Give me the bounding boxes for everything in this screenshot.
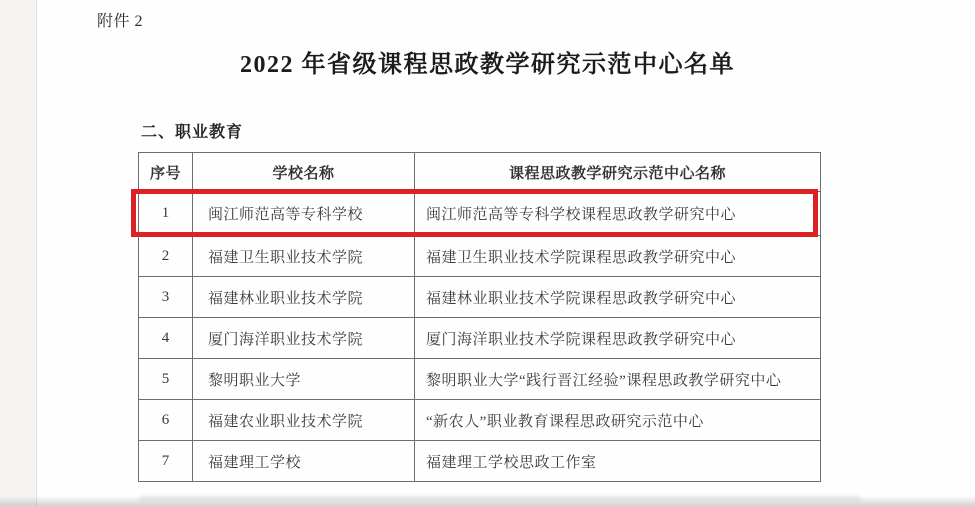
row-number: 5: [139, 359, 193, 400]
school-name: 福建农业职业技术学院: [193, 400, 415, 441]
row-number: 6: [139, 400, 193, 441]
table-row: [139, 192, 821, 236]
column-header-school: 学校名称: [193, 153, 415, 192]
column-header-center: 课程思政教学研究示范中心名称: [415, 153, 821, 192]
school-name: 厦门海洋职业技术学院: [193, 318, 415, 359]
table-row: [139, 441, 821, 482]
table-row: [139, 236, 821, 277]
table-row: [139, 359, 821, 400]
row-number: 1: [139, 192, 193, 236]
school-name: 福建理工学校: [193, 441, 415, 482]
table-header-row: [139, 153, 821, 192]
scan-smudge-artifact: [140, 497, 860, 502]
table-row: [139, 400, 821, 441]
center-name: 闽江师范高等专科学校课程思政教学研究中心: [415, 192, 821, 236]
center-name: “新农人”职业教育课程思政研究示范中心: [415, 400, 821, 441]
center-list-table: [138, 152, 821, 482]
school-name: 福建卫生职业技术学院: [193, 236, 415, 277]
center-name: 福建卫生职业技术学院课程思政教学研究中心: [415, 236, 821, 277]
row-number: 2: [139, 236, 193, 277]
table-row: [139, 277, 821, 318]
row-number: 3: [139, 277, 193, 318]
table-row: [139, 318, 821, 359]
attachment-label: 附件 2: [97, 13, 144, 30]
column-header-no: 序号: [139, 153, 193, 192]
school-name: 福建林业职业技术学院: [193, 277, 415, 318]
center-name: 福建林业职业技术学院课程思政教学研究中心: [415, 277, 821, 318]
center-name: 福建理工学校思政工作室: [415, 441, 821, 482]
school-name: 黎明职业大学: [193, 359, 415, 400]
row-number: 4: [139, 318, 193, 359]
row-number: 7: [139, 441, 193, 482]
page-title: 2022 年省级课程思政教学研究示范中心名单: [240, 52, 735, 78]
school-name: 闽江师范高等专科学校: [193, 192, 415, 236]
center-name: 黎明职业大学“践行晋江经验”课程思政教学研究中心: [415, 359, 821, 400]
center-name: 厦门海洋职业技术学院课程思政教学研究中心: [415, 318, 821, 359]
section-heading: 二、职业教育: [141, 124, 244, 141]
